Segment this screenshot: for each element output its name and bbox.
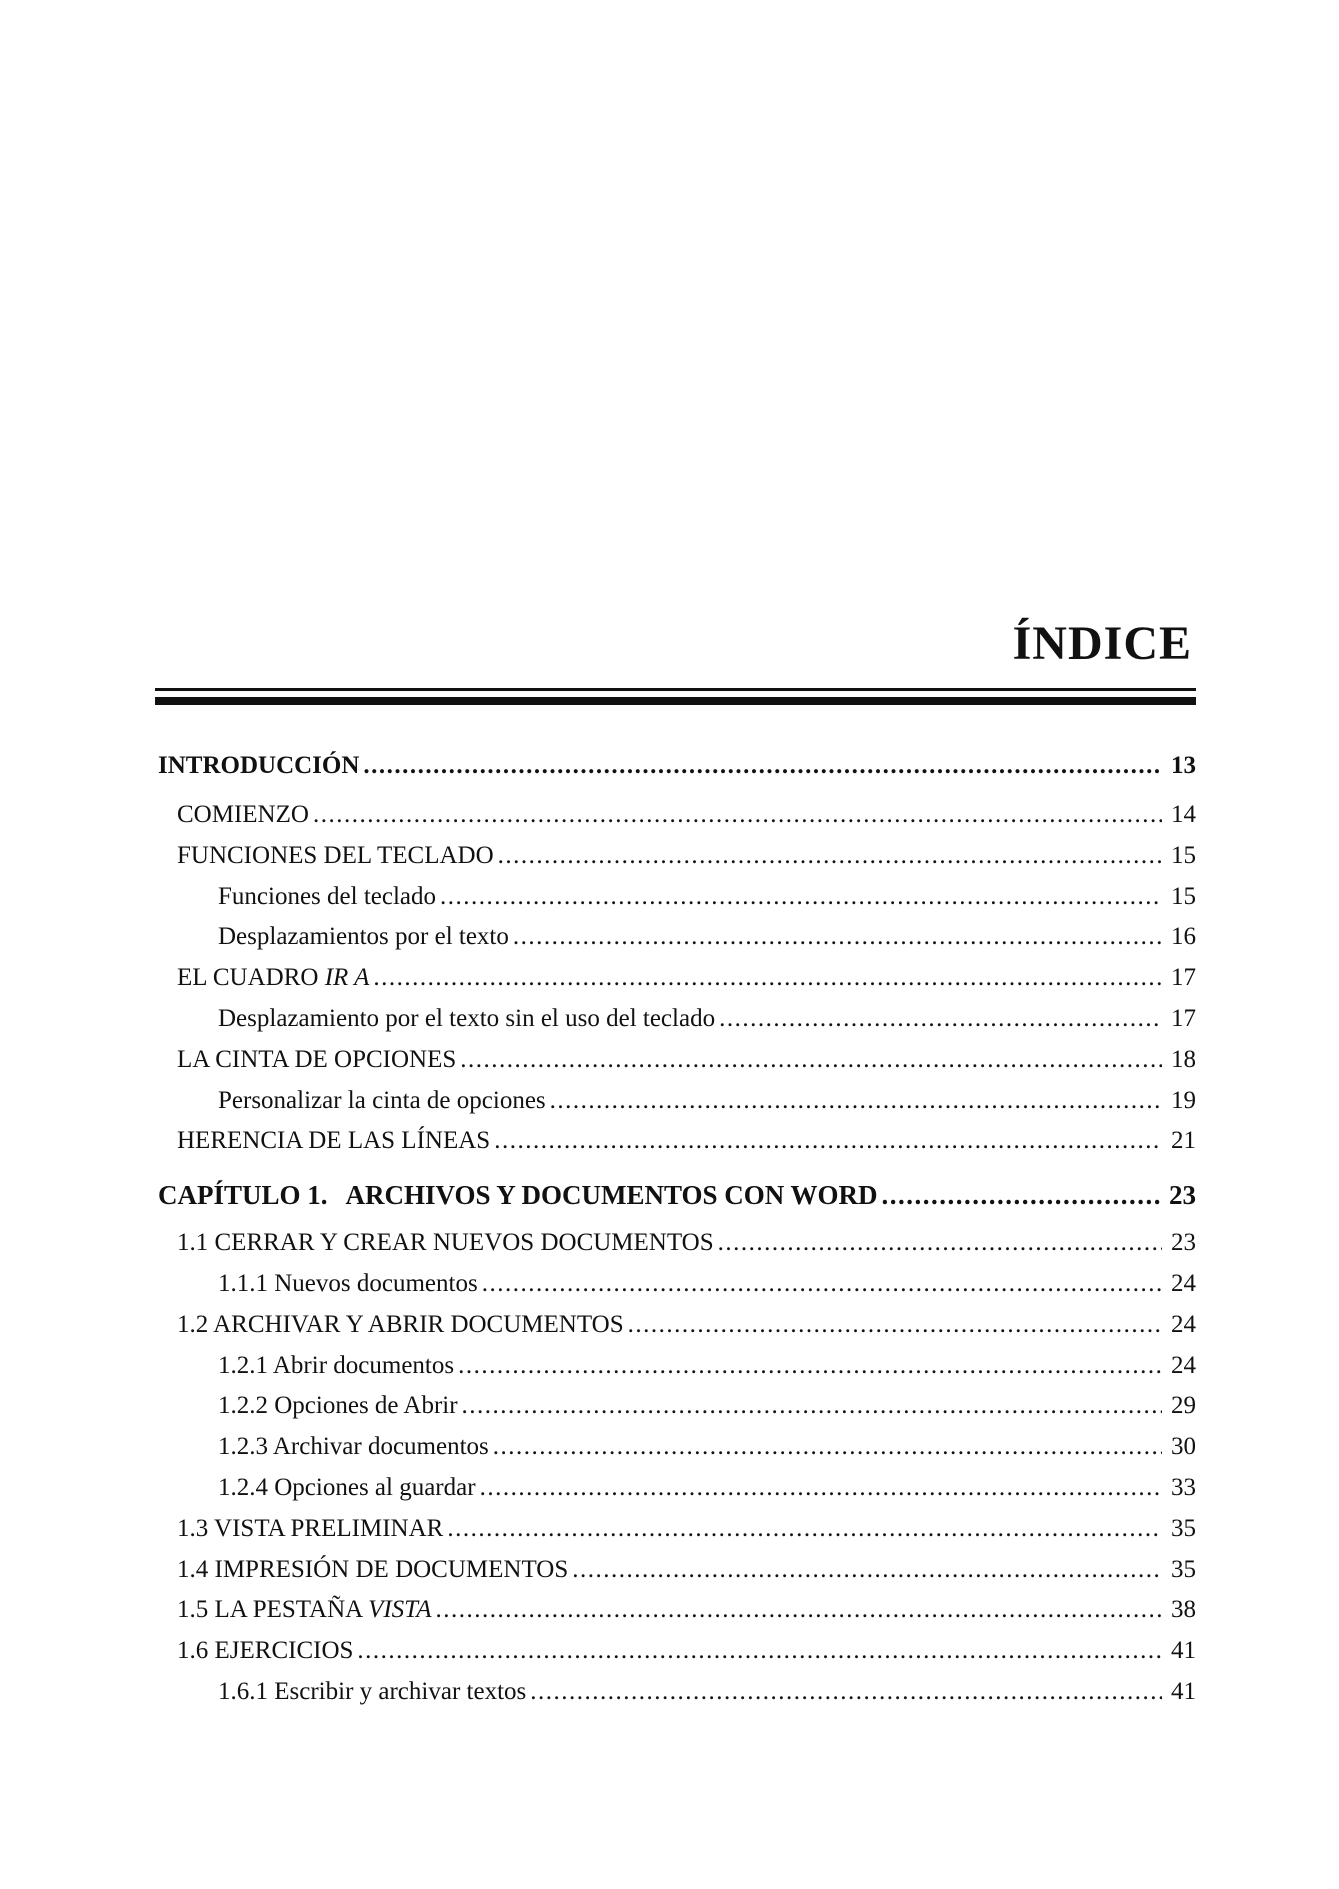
toc-entry[interactable] <box>155 1352 1196 1393</box>
dot-leader <box>313 801 1162 829</box>
toc-page-number: 21 <box>1171 1127 1196 1155</box>
dot-leader <box>550 1087 1162 1115</box>
toc-page-number: 13 <box>1171 752 1196 779</box>
dot-leader <box>718 1229 1162 1257</box>
dot-leader <box>482 1270 1162 1298</box>
toc-entry-title <box>218 1433 489 1461</box>
toc-entry[interactable] <box>155 842 1196 883</box>
toc-page-number: 29 <box>1171 1392 1196 1420</box>
toc-entry[interactable] <box>155 1180 1196 1229</box>
toc-entry-text: 1.6.1 Escribir y archivar textos <box>218 1677 527 1705</box>
toc-page-number: 15 <box>1171 882 1196 910</box>
toc-page-number: 18 <box>1171 1045 1196 1073</box>
toc-entry-text: 1.2.4 Opciones al guardar <box>218 1473 476 1501</box>
toc-page-number: 35 <box>1171 1514 1196 1542</box>
toc-entry[interactable] <box>155 1596 1196 1637</box>
toc-entry[interactable] <box>155 1229 1196 1270</box>
dot-leader <box>493 1433 1162 1461</box>
toc-entry-text: EL CUADRO <box>177 964 325 992</box>
toc-entry[interactable] <box>155 923 1196 964</box>
toc-page-number: 30 <box>1171 1433 1196 1461</box>
toc-entry[interactable] <box>155 1087 1196 1128</box>
toc-page-number: 35 <box>1171 1555 1196 1583</box>
toc-entry-title <box>158 752 359 780</box>
toc-entry-title <box>177 1046 456 1074</box>
toc-entry-title <box>218 1270 478 1298</box>
toc-entry[interactable] <box>155 1637 1196 1678</box>
toc-entry-text: 1.6 EJERCICIOS <box>177 1637 354 1665</box>
toc-entry-italic-text: IR A <box>324 964 370 992</box>
toc-entry[interactable] <box>155 752 1196 801</box>
dot-leader <box>462 1392 1162 1420</box>
toc-entry-italic-text: VISTA <box>368 1596 432 1624</box>
toc-page-number: 23 <box>1169 1180 1196 1211</box>
toc-entry-title <box>218 1392 458 1420</box>
dot-leader <box>628 1311 1162 1339</box>
toc-entry-text: Personalizar la cinta de opciones <box>218 1086 546 1114</box>
dot-leader <box>513 923 1162 951</box>
toc-entry-title <box>177 964 369 992</box>
toc-entry-title <box>218 1087 546 1115</box>
toc-page-number: 24 <box>1171 1310 1196 1338</box>
toc-entry[interactable] <box>155 1433 1196 1474</box>
page-title: ÍNDICE <box>1012 617 1192 670</box>
dot-leader <box>440 883 1162 911</box>
dot-leader <box>447 1515 1162 1543</box>
toc-entry-title <box>218 1005 715 1033</box>
toc-entry-title <box>218 1678 526 1706</box>
toc-entry-text: HERENCIA DE LAS LÍNEAS <box>177 1127 491 1155</box>
toc-entry-title <box>218 1474 476 1502</box>
toc-entry-text: 1.2.2 Opciones de Abrir <box>218 1392 458 1420</box>
dot-leader <box>460 1046 1162 1074</box>
dot-leader <box>436 1596 1163 1624</box>
toc-entry-title <box>177 1311 624 1339</box>
toc-entry-text: 1.4 IMPRESIÓN DE DOCUMENTOS <box>177 1555 569 1583</box>
table-of-contents <box>155 752 1196 1719</box>
dot-leader <box>572 1556 1162 1584</box>
toc-entry-text: FUNCIONES DEL TECLADO <box>177 841 494 869</box>
toc-entry-text: 1.2.1 Abrir documentos <box>218 1351 455 1379</box>
toc-entry-title <box>218 883 436 911</box>
toc-entry[interactable] <box>155 1515 1196 1556</box>
toc-page-number: 41 <box>1171 1677 1196 1705</box>
toc-page-number: 16 <box>1171 923 1196 951</box>
toc-entry-text: ARCHIVOS Y DOCUMENTOS CON WORD <box>345 1180 878 1211</box>
toc-entry[interactable] <box>155 801 1196 842</box>
toc-entry-text: 1.5 LA PESTAÑA <box>177 1596 369 1624</box>
toc-page-number: 14 <box>1171 801 1196 828</box>
toc-entry-text: 1.2.3 Archivar documentos <box>218 1433 489 1461</box>
toc-entry[interactable] <box>155 1311 1196 1352</box>
toc-page-number: 15 <box>1171 841 1196 869</box>
toc-entry[interactable] <box>155 1392 1196 1433</box>
dot-leader <box>363 752 1162 780</box>
chapter-number: CAPÍTULO 1. <box>158 1180 328 1211</box>
toc-entry-title <box>177 1556 568 1584</box>
title-rule-thin <box>155 688 1196 691</box>
dot-leader <box>458 1352 1162 1380</box>
toc-page-number: 33 <box>1171 1473 1196 1501</box>
toc-entry[interactable] <box>155 1046 1196 1087</box>
toc-entry-text: 1.3 VISTA PRELIMINAR <box>177 1514 444 1542</box>
dot-leader <box>480 1474 1162 1502</box>
toc-entry[interactable] <box>155 964 1196 1005</box>
toc-entry[interactable] <box>155 1127 1196 1168</box>
toc-entry[interactable] <box>155 1005 1196 1046</box>
toc-entry-title <box>177 842 494 870</box>
toc-entry-text: COMIENZO <box>177 801 309 828</box>
toc-entry-title <box>218 923 509 951</box>
toc-entry[interactable] <box>155 1556 1196 1597</box>
toc-page-number: 24 <box>1171 1351 1196 1379</box>
toc-entry-title <box>177 1515 443 1543</box>
toc-entry-title <box>177 801 309 829</box>
toc-entry-title <box>177 1596 432 1624</box>
toc-entry-text: Desplazamiento por el texto sin el uso del teclado <box>218 1004 716 1032</box>
toc-page-number: 38 <box>1171 1596 1196 1624</box>
toc-entry-text: 1.2 ARCHIVAR Y ABRIR DOCUMENTOS <box>177 1310 624 1338</box>
toc-entry-title <box>158 1180 878 1211</box>
toc-entry-title <box>218 1352 454 1380</box>
toc-entry-text: 1.1 CERRAR Y CREAR NUEVOS DOCUMENTOS <box>177 1229 714 1257</box>
dot-leader <box>530 1678 1162 1706</box>
toc-entry-title <box>177 1229 714 1257</box>
toc-entry-title <box>177 1637 353 1665</box>
dot-leader <box>498 842 1162 870</box>
dot-leader <box>357 1637 1162 1665</box>
toc-page-number: 17 <box>1171 1004 1196 1032</box>
toc-entry-text: Funciones del teclado <box>218 882 436 910</box>
toc-page-number: 23 <box>1171 1229 1196 1257</box>
dot-leader <box>373 964 1162 992</box>
dot-leader <box>882 1180 1162 1211</box>
toc-page-number: 19 <box>1171 1086 1196 1114</box>
toc-page-number: 17 <box>1171 964 1196 992</box>
toc-page-number: 24 <box>1171 1269 1196 1297</box>
toc-entry[interactable] <box>155 1270 1196 1311</box>
toc-entry-title <box>177 1127 490 1155</box>
dot-leader <box>719 1005 1162 1033</box>
toc-entry-text: 1.1.1 Nuevos documentos <box>218 1269 478 1297</box>
toc-entry-text: INTRODUCCIÓN <box>158 752 360 779</box>
toc-entry[interactable] <box>155 1474 1196 1515</box>
title-rule-thick <box>155 697 1196 705</box>
dot-leader <box>494 1127 1162 1155</box>
toc-entry-text: LA CINTA DE OPCIONES <box>177 1045 457 1073</box>
toc-page-number: 41 <box>1171 1637 1196 1665</box>
toc-entry-text: Desplazamientos por el texto <box>218 923 509 951</box>
toc-entry[interactable] <box>155 1678 1196 1719</box>
toc-entry[interactable] <box>155 883 1196 924</box>
